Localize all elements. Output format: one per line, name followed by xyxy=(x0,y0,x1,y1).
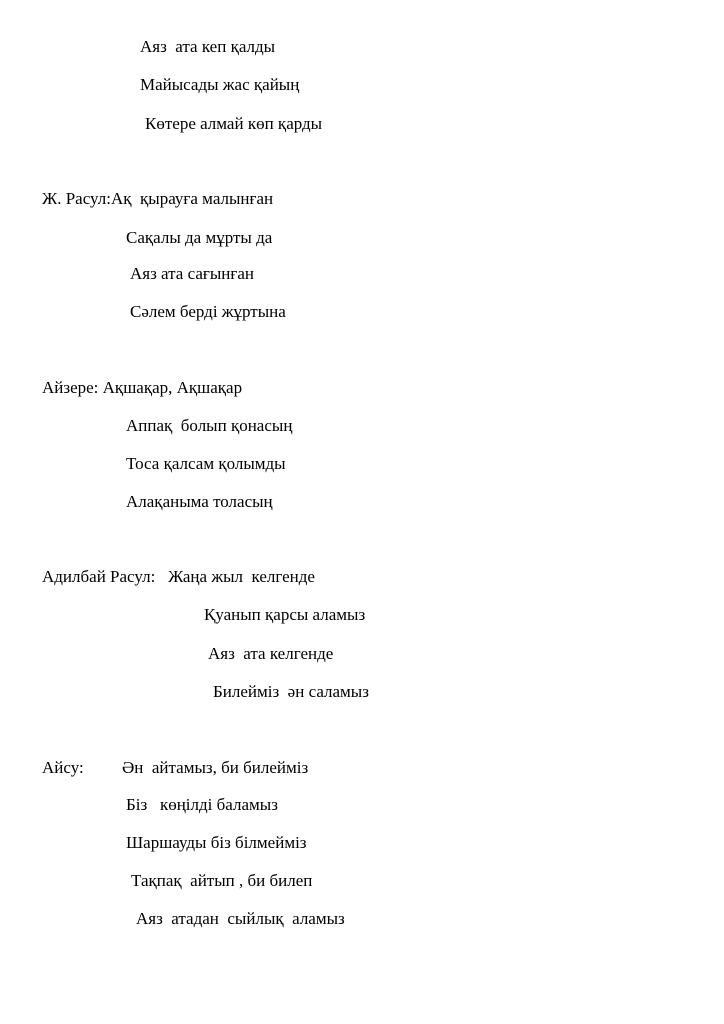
poem-line-with-speaker: Айзере: Ақшақар, Ақшақар xyxy=(42,378,243,397)
poem-line: Аяз ата кеп қалды xyxy=(140,37,276,56)
poem-line: Сақалы да мұрты да xyxy=(126,228,273,247)
poem-line: Қуанып қарсы аламыз xyxy=(204,605,366,624)
poem-line: Біз көңілді баламыз xyxy=(126,795,278,814)
speaker-label: Айсу: xyxy=(42,758,84,777)
poem-line-with-speaker: Адилбай Расул: Жаңа жыл келгенде xyxy=(42,567,315,586)
poem-line: Аяз атадан сыйлық аламыз xyxy=(136,909,345,928)
poem-line: Тақпақ айтып , би билеп xyxy=(131,871,313,890)
poem-line: Аяз ата сағынған xyxy=(130,264,255,283)
poem-line: Аяз ата келгенде xyxy=(208,644,334,663)
poem-line: Көтере алмай көп қарды xyxy=(145,114,323,133)
poem-line: Тоса қалсам қолымды xyxy=(126,454,286,473)
poem-line: Шаршауды біз білмейміз xyxy=(126,833,307,852)
poem-line-with-speaker: Ж. Расул:Ақ қырауға малынған xyxy=(42,189,274,208)
poem-line: Майысады жас қайың xyxy=(140,75,300,94)
poem-line: Аппақ болып қонасың xyxy=(126,416,293,435)
poem-line: Алақаныма толасың xyxy=(126,492,273,511)
poem-line: Ән айтамыз, би билейміз xyxy=(122,758,309,777)
poem-line: Сәлем берді жұртына xyxy=(130,302,286,321)
poem-line: Билейміз ән саламыз xyxy=(213,682,369,701)
